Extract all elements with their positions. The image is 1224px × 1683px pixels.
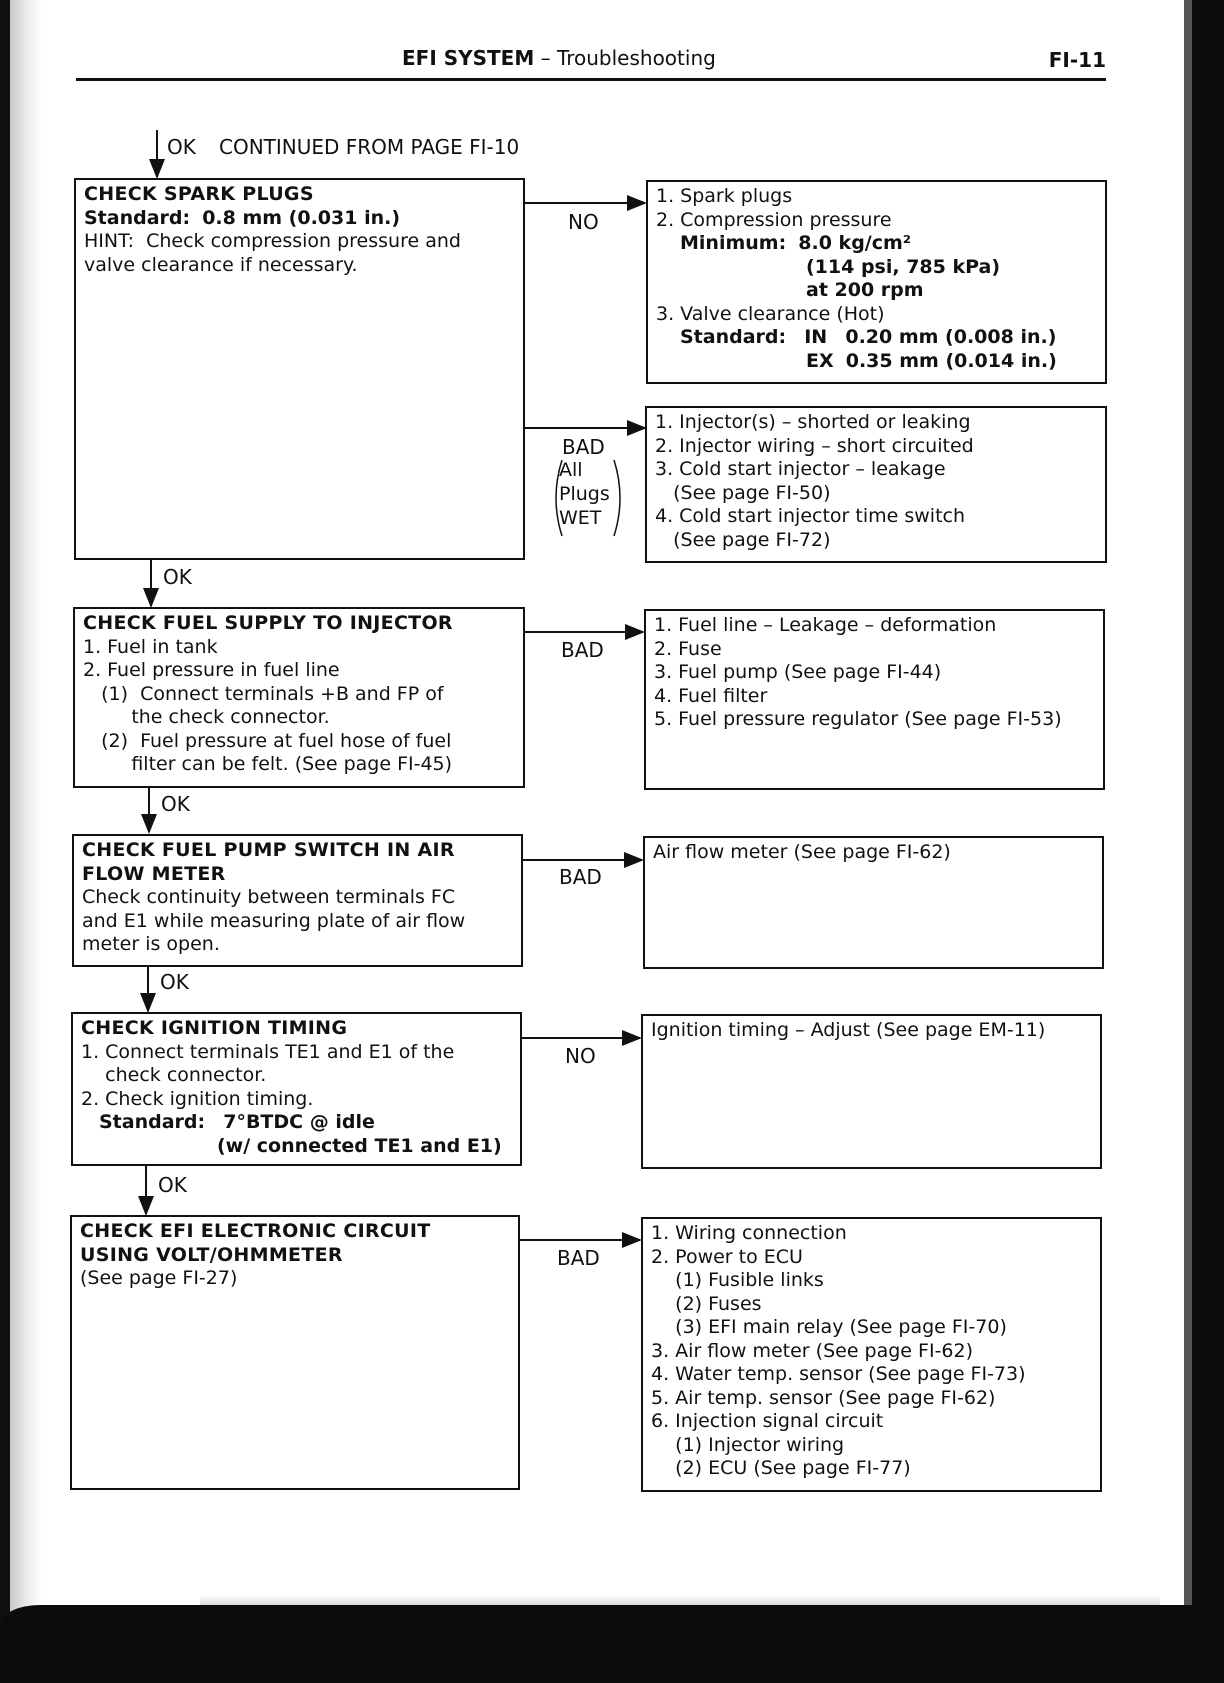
standard-label: Standard: [99, 1111, 206, 1133]
page-number: FI-11 [1048, 48, 1106, 72]
ex-value: 0.35 mm (0.014 in.) [845, 349, 1057, 372]
step-line: Check continuity between terminals FC [82, 886, 456, 908]
branch-sub-wet: WET [559, 507, 602, 529]
step-line: 2. Fuel pressure in fuel line [83, 659, 340, 681]
bracket-wet [548, 458, 628, 538]
result-line: 2. Injector wiring – short circuited [655, 434, 974, 457]
result-box-spark-no [646, 180, 1107, 384]
result-line: 2. Compression pressure [656, 208, 892, 231]
step-check-fuel-pump-switch [72, 834, 523, 967]
result-box-efi-circuit [641, 1217, 1102, 1492]
result-line: (See page FI-50) [655, 481, 831, 504]
result-line: 3. Air flow meter (See page FI-62) [651, 1339, 974, 1362]
step-title: CHECK SPARK PLUGS [84, 183, 314, 205]
step-line: 1. Fuel in tank [83, 635, 218, 658]
branch-label-bad: BAD [562, 435, 605, 459]
result-line: (3) EFI main relay (See page FI-70) [651, 1316, 1007, 1338]
branch-label-no: NO [565, 1044, 596, 1068]
branch-label-bad: BAD [559, 865, 602, 889]
step-line: check connector. [81, 1064, 267, 1086]
hint-line: valve clearance if necessary. [84, 253, 358, 276]
ok-label: OK [161, 792, 190, 816]
minimum-value: 8.0 kg/cm² [798, 232, 912, 254]
branch-sub-all: All [559, 459, 583, 481]
result-line: (See page FI-72) [655, 528, 831, 551]
minimum-label: Minimum: [680, 232, 787, 254]
result-line: 2. Fuse [654, 637, 722, 660]
minimum-rpm: at 200 rpm [806, 279, 924, 301]
standard-value: 0.8 mm (0.031 in.) [202, 206, 401, 229]
standard-value: 7°BTDC @ idle [223, 1111, 375, 1133]
step-line: 1. Connect terminals TE1 and E1 of the [81, 1040, 455, 1063]
step-line: the check connector. [83, 706, 330, 728]
step-line: meter is open. [82, 933, 220, 955]
branch-label-no: NO [568, 210, 599, 234]
result-line: Air flow meter (See page FI-62) [653, 841, 951, 863]
result-box-ignition-timing [641, 1014, 1102, 1169]
result-box-air-flow-meter [643, 836, 1104, 969]
step-title: FLOW METER [82, 862, 226, 885]
result-line: 3. Valve clearance (Hot) [656, 302, 885, 325]
ex-label: EX [806, 349, 834, 372]
step-check-efi-electronic-circuit [70, 1215, 520, 1490]
result-line: 5. Fuel pressure regulator (See page FI-53) [654, 708, 1062, 730]
ok-label: OK [160, 970, 189, 994]
step-check-spark-plugs [74, 178, 525, 560]
result-line: (1) Injector wiring [651, 1433, 845, 1456]
result-line: 1. Wiring connection [651, 1222, 847, 1244]
result-line: (2) Fuses [651, 1292, 762, 1315]
page-title: EFI SYSTEM – Troubleshooting [402, 46, 716, 70]
step-title: CHECK IGNITION TIMING [81, 1017, 348, 1039]
result-line: 1. Fuel line – Leakage – deformation [654, 614, 997, 636]
standard-label: Standard: [680, 326, 787, 348]
standard-label: Standard: [84, 206, 191, 229]
result-box-spark-bad [645, 406, 1107, 563]
branch-label-bad: BAD [557, 1246, 600, 1270]
ok-label: OK [158, 1173, 187, 1197]
result-line: 4. Fuel filter [654, 684, 768, 707]
step-title: CHECK FUEL PUMP SWITCH IN AIR [82, 839, 455, 861]
branch-sub-plugs: Plugs [559, 483, 610, 505]
branch-label-bad: BAD [561, 638, 604, 662]
ok-label: OK [163, 565, 192, 589]
result-box-fuel-supply [644, 609, 1105, 790]
result-line: 4. Water temp. sensor (See page FI-73) [651, 1363, 1026, 1385]
step-line: (2) Fuel pressure at fuel hose of fuel [83, 729, 452, 752]
in-label: IN [804, 326, 828, 348]
step-line: (1) Connect terminals +B and FP of [83, 682, 444, 705]
step-line: 2. Check ignition timing. [81, 1087, 314, 1110]
result-line: 2. Power to ECU [651, 1245, 803, 1268]
result-line: (2) ECU (See page FI-77) [651, 1457, 911, 1479]
result-line: 1. Spark plugs [656, 185, 793, 207]
step-title: CHECK FUEL SUPPLY TO INJECTOR [83, 612, 453, 634]
hint-line: HINT: Check compression pressure and [84, 230, 461, 252]
result-line: 6. Injection signal circuit [651, 1410, 884, 1432]
result-line: 3. Cold start injector – leakage [655, 458, 946, 480]
step-line: and E1 while measuring plate of air flow [82, 909, 466, 932]
step-check-ignition-timing [71, 1012, 522, 1166]
step-line: filter can be felt. (See page FI-45) [83, 753, 453, 775]
step-title: USING VOLT/OHMMETER [80, 1243, 343, 1266]
result-line: Ignition timing – Adjust (See page EM-11) [651, 1019, 1046, 1041]
in-value: 0.20 mm (0.008 in.) [845, 326, 1057, 348]
top-ok-label: OK [167, 135, 196, 159]
minimum-value-alt: (114 psi, 785 kPa) [806, 255, 1001, 278]
result-line: 3. Fuel pump (See page FI-44) [654, 661, 942, 683]
step-line: (See page FI-27) [80, 1267, 238, 1289]
continued-label: CONTINUED FROM PAGE FI-10 [219, 135, 520, 159]
step-title: CHECK EFI ELECTRONIC CIRCUIT [80, 1220, 431, 1242]
result-line: 5. Air temp. sensor (See page FI-62) [651, 1386, 996, 1409]
result-line: 4. Cold start injector time switch [655, 505, 966, 527]
result-line: (1) Fusible links [651, 1269, 824, 1291]
standard-value-note: (w/ connected TE1 and E1) [217, 1134, 502, 1157]
result-line: 1. Injector(s) – shorted or leaking [655, 411, 971, 433]
step-check-fuel-supply [73, 607, 525, 788]
